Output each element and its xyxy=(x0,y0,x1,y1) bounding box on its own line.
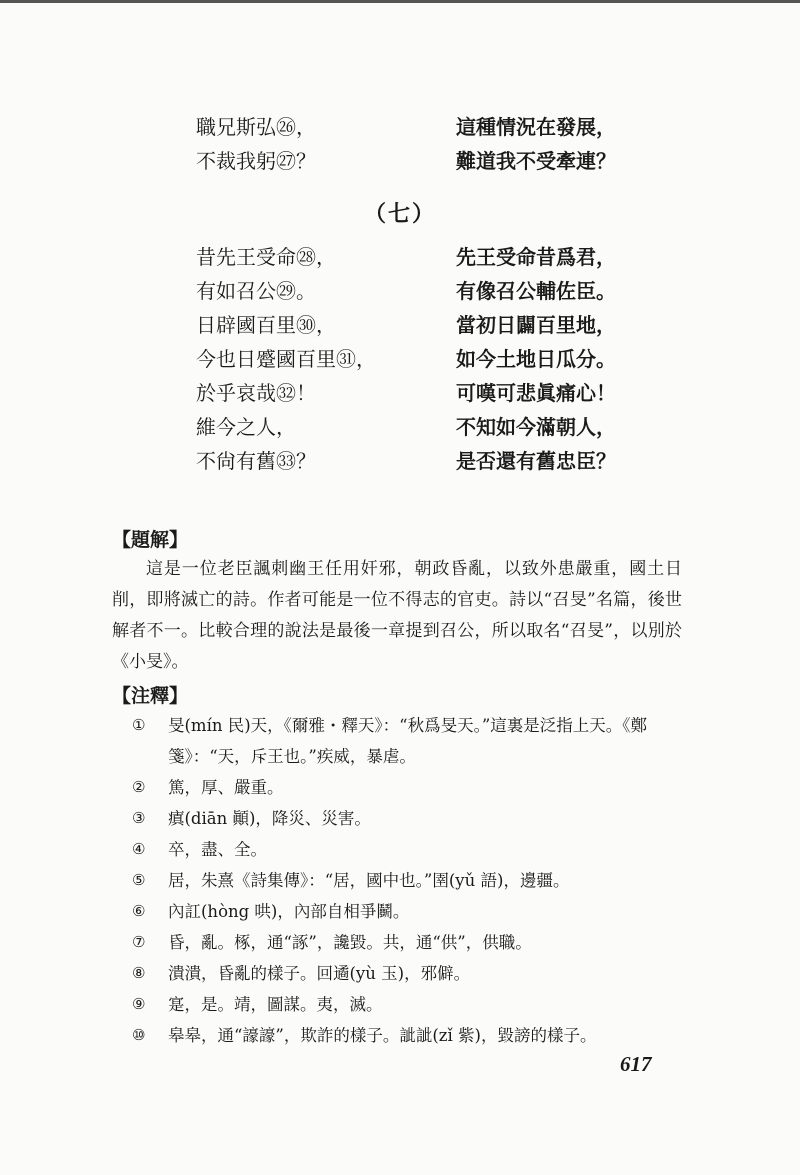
poem-line xyxy=(0,144,800,178)
note-number: ⑧ xyxy=(132,964,146,982)
note-text: 昏，亂。椓，通“諑”，讒毀。共，通“供”，供職。 xyxy=(168,933,532,952)
translation-line: 可嘆可悲眞痛心！ xyxy=(456,381,616,405)
note-text: 皋皋，通“譹譹”，欺詐的樣子。訿訿(zǐ 紫)，毀謗的樣子。 xyxy=(168,1026,597,1045)
poem-line xyxy=(0,410,800,444)
poem-line xyxy=(0,240,800,274)
explanation-paragraph: 這是一位老臣諷刺幽王任用奸邪，朝政昏亂，以致外患嚴重，國土日削，即將滅亡的詩。作者可能是一位不得志的官吏。詩以“召旻”名篇，後世解者不一。比較合理的說法是最後一章提到召公，所以取名“召旻”，以別於《小旻》。 xyxy=(112,559,682,672)
translation-line: 難道我不受牽連？ xyxy=(456,149,616,173)
note-item xyxy=(112,989,687,1020)
poem-line xyxy=(0,342,800,376)
top-border xyxy=(0,0,800,3)
poem-stanza-seven xyxy=(0,240,800,478)
note-number: ⑦ xyxy=(132,933,146,951)
note-text: 潰潰，昏亂的樣子。回遹(yù 玉)，邪僻。 xyxy=(168,964,471,983)
poem-line xyxy=(0,110,800,144)
poem-line xyxy=(0,444,800,478)
translation-line: 這種情況在發展， xyxy=(456,115,616,139)
original-line: 有如召公㉙。 xyxy=(196,279,316,303)
note-item xyxy=(112,710,687,772)
translation-line: 先王受命昔爲君， xyxy=(456,245,616,269)
note-text: 篤，厚、嚴重。 xyxy=(168,778,284,797)
original-line: 不裁我躬㉗？ xyxy=(196,149,316,173)
note-number: ④ xyxy=(132,840,146,858)
translation-line: 是否還有舊忠臣？ xyxy=(456,449,616,473)
poem-line xyxy=(0,376,800,410)
explanation-heading: 【題解】 xyxy=(112,529,189,551)
note-text: 寔，是。靖，圖謀。夷，滅。 xyxy=(168,995,383,1014)
note-item xyxy=(112,927,687,958)
note-number: ② xyxy=(132,778,146,796)
note-number: ① xyxy=(132,716,146,734)
poem-line xyxy=(0,308,800,342)
note-number: ⑥ xyxy=(132,902,146,920)
translation-line: 有像召公輔佐臣。 xyxy=(456,279,616,303)
note-number: ③ xyxy=(132,809,146,827)
note-item xyxy=(112,772,687,803)
notes-heading: 【注釋】 xyxy=(112,685,189,707)
note-number: ⑤ xyxy=(132,871,146,889)
note-item xyxy=(112,865,687,896)
note-number: ⑩ xyxy=(132,1026,146,1044)
stanza-number: （七） xyxy=(363,201,436,227)
note-number: ⑨ xyxy=(132,995,146,1013)
page-number: 617 xyxy=(620,1052,652,1076)
note-text: 瘨(diān 顚)，降災、災害。 xyxy=(168,809,371,828)
translation-line: 當初日闢百里地， xyxy=(456,313,616,337)
notes-list xyxy=(112,710,687,1051)
note-text: 居，朱熹《詩集傳》：“居，國中也。”圉(yǔ 語)，邊疆。 xyxy=(168,871,570,890)
note-item xyxy=(112,803,687,834)
translation-line: 如今土地日瓜分。 xyxy=(456,347,616,371)
original-line: 日辟國百里㉚， xyxy=(196,313,336,337)
original-line: 昔先王受命㉘， xyxy=(196,245,336,269)
note-item xyxy=(112,958,687,989)
translation-line: 不知如今滿朝人， xyxy=(456,415,616,439)
note-text: 卒，盡、全。 xyxy=(168,840,267,859)
note-text: 旻(mín 民)天，《爾雅・釋天》：“秋爲旻天。”這裏是泛指上天。《鄭箋》：“天，斥王也。”疾威，暴虐。 xyxy=(168,716,648,766)
original-line: 不尙有舊㉝？ xyxy=(196,449,316,473)
note-item xyxy=(112,1020,687,1051)
original-line: 於乎哀哉㉜！ xyxy=(196,381,316,405)
original-line: 維今之人， xyxy=(196,415,296,439)
original-line: 職兄斯弘㉖， xyxy=(196,115,316,139)
poem-line xyxy=(0,274,800,308)
poem-stanza-top xyxy=(0,110,800,178)
note-item xyxy=(112,896,687,927)
original-line: 今也日蹙國百里㉛， xyxy=(196,347,376,371)
note-item xyxy=(112,834,687,865)
note-text: 內訌(hòng 哄)，內部自相爭鬭。 xyxy=(168,902,410,921)
